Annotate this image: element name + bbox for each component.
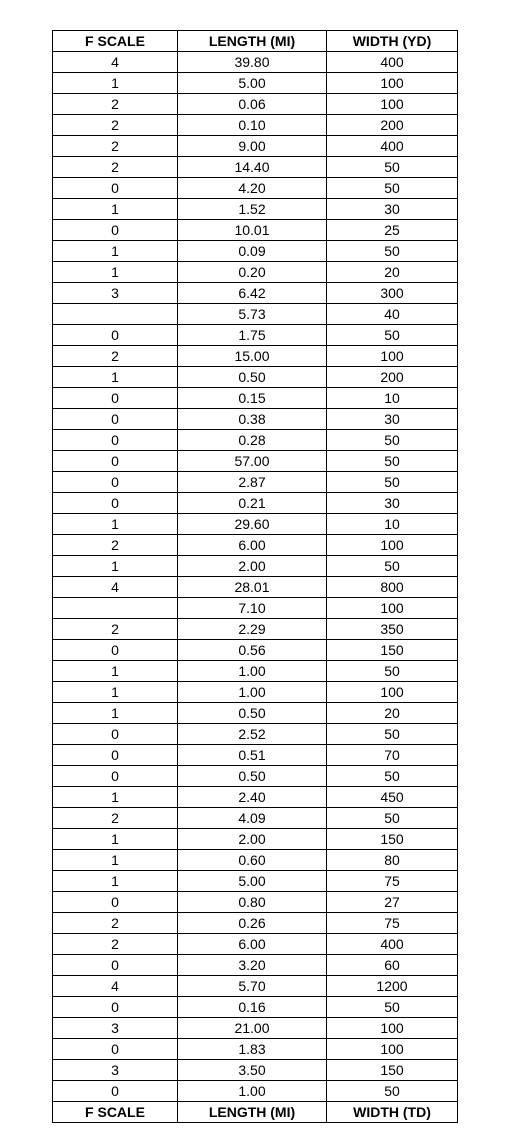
header-width: WIDTH (YD) (327, 31, 458, 52)
cell-f-scale: 3 (53, 1018, 178, 1039)
cell-f-scale: 0 (53, 178, 178, 199)
cell-f-scale: 0 (53, 745, 178, 766)
cell-f-scale: 1 (53, 73, 178, 94)
cell-width: 50 (327, 325, 458, 346)
cell-length: 1.83 (178, 1039, 327, 1060)
cell-f-scale: 2 (53, 157, 178, 178)
cell-width: 400 (327, 52, 458, 73)
cell-width: 70 (327, 745, 458, 766)
cell-length: 2.00 (178, 829, 327, 850)
table-row (53, 871, 458, 892)
cell-length: 0.51 (178, 745, 327, 766)
cell-length: 6.00 (178, 535, 327, 556)
cell-length: 1.00 (178, 661, 327, 682)
table-row (53, 808, 458, 829)
table-row (53, 514, 458, 535)
cell-f-scale: 0 (53, 1039, 178, 1060)
table-row (53, 976, 458, 997)
table-row (53, 304, 458, 325)
table-row (53, 325, 458, 346)
cell-width: 50 (327, 766, 458, 787)
table-row (53, 73, 458, 94)
cell-width: 100 (327, 346, 458, 367)
cell-length: 0.26 (178, 913, 327, 934)
cell-length: 4.09 (178, 808, 327, 829)
tornado-data-table (52, 30, 458, 1123)
cell-f-scale: 0 (53, 955, 178, 976)
cell-width: 75 (327, 913, 458, 934)
cell-length: 0.10 (178, 115, 327, 136)
cell-width: 50 (327, 1081, 458, 1102)
cell-length: 10.01 (178, 220, 327, 241)
cell-width: 27 (327, 892, 458, 913)
cell-f-scale: 4 (53, 577, 178, 598)
cell-f-scale: 1 (53, 367, 178, 388)
table-row (53, 262, 458, 283)
cell-length: 28.01 (178, 577, 327, 598)
cell-f-scale: 1 (53, 262, 178, 283)
cell-length: 6.42 (178, 283, 327, 304)
cell-length: 0.09 (178, 241, 327, 262)
cell-width: 100 (327, 94, 458, 115)
table-row (53, 556, 458, 577)
cell-f-scale: 0 (53, 220, 178, 241)
table-row (53, 115, 458, 136)
table-row (53, 766, 458, 787)
cell-width: 200 (327, 367, 458, 388)
table-row (53, 934, 458, 955)
table-row (53, 178, 458, 199)
cell-length: 9.00 (178, 136, 327, 157)
cell-length: 2.29 (178, 619, 327, 640)
table-row (53, 892, 458, 913)
cell-length: 57.00 (178, 451, 327, 472)
cell-f-scale: 1 (53, 682, 178, 703)
table-row (53, 199, 458, 220)
cell-f-scale: 2 (53, 808, 178, 829)
cell-f-scale: 0 (53, 430, 178, 451)
header-row (53, 31, 458, 52)
table-row (53, 283, 458, 304)
cell-length: 0.21 (178, 493, 327, 514)
cell-f-scale (53, 304, 178, 325)
cell-length: 0.38 (178, 409, 327, 430)
cell-length: 1.75 (178, 325, 327, 346)
cell-length: 21.00 (178, 1018, 327, 1039)
table-row (53, 472, 458, 493)
cell-width: 100 (327, 1039, 458, 1060)
cell-length: 2.52 (178, 724, 327, 745)
cell-f-scale: 0 (53, 640, 178, 661)
cell-f-scale: 0 (53, 493, 178, 514)
cell-length: 5.00 (178, 871, 327, 892)
cell-f-scale: 2 (53, 934, 178, 955)
cell-f-scale: 0 (53, 451, 178, 472)
table-body (53, 52, 458, 1102)
table-row (53, 619, 458, 640)
cell-length: 5.73 (178, 304, 327, 325)
cell-f-scale: 0 (53, 388, 178, 409)
cell-length: 0.15 (178, 388, 327, 409)
cell-f-scale: 4 (53, 976, 178, 997)
cell-f-scale: 1 (53, 703, 178, 724)
cell-f-scale: 2 (53, 535, 178, 556)
table-row (53, 388, 458, 409)
cell-width: 50 (327, 157, 458, 178)
cell-width: 100 (327, 598, 458, 619)
table-row (53, 346, 458, 367)
cell-length: 0.50 (178, 703, 327, 724)
cell-width: 150 (327, 640, 458, 661)
cell-width: 50 (327, 178, 458, 199)
cell-f-scale: 2 (53, 913, 178, 934)
cell-f-scale: 2 (53, 136, 178, 157)
cell-f-scale: 4 (53, 52, 178, 73)
cell-width: 20 (327, 262, 458, 283)
cell-length: 15.00 (178, 346, 327, 367)
table-row (53, 1018, 458, 1039)
cell-length: 0.50 (178, 367, 327, 388)
cell-length: 0.28 (178, 430, 327, 451)
cell-width: 50 (327, 241, 458, 262)
cell-width: 50 (327, 661, 458, 682)
table-row (53, 850, 458, 871)
cell-width: 50 (327, 556, 458, 577)
cell-f-scale: 0 (53, 1081, 178, 1102)
cell-width: 50 (327, 808, 458, 829)
cell-width: 10 (327, 514, 458, 535)
cell-f-scale: 0 (53, 325, 178, 346)
table-row (53, 430, 458, 451)
cell-width: 60 (327, 955, 458, 976)
cell-f-scale: 2 (53, 94, 178, 115)
cell-width: 75 (327, 871, 458, 892)
cell-width: 50 (327, 724, 458, 745)
table-row (53, 157, 458, 178)
cell-length: 0.06 (178, 94, 327, 115)
cell-width: 400 (327, 136, 458, 157)
cell-width: 100 (327, 535, 458, 556)
footer-width: WIDTH (TD) (327, 1102, 458, 1123)
cell-f-scale: 0 (53, 409, 178, 430)
cell-width: 25 (327, 220, 458, 241)
table-row (53, 136, 458, 157)
cell-width: 100 (327, 1018, 458, 1039)
table-row (53, 703, 458, 724)
cell-length: 5.00 (178, 73, 327, 94)
cell-width: 30 (327, 199, 458, 220)
cell-width: 300 (327, 283, 458, 304)
cell-f-scale: 1 (53, 661, 178, 682)
cell-f-scale: 0 (53, 472, 178, 493)
cell-width: 50 (327, 997, 458, 1018)
table-row (53, 829, 458, 850)
cell-length: 0.50 (178, 766, 327, 787)
cell-width: 50 (327, 430, 458, 451)
cell-width: 30 (327, 409, 458, 430)
cell-length: 7.10 (178, 598, 327, 619)
table-row (53, 640, 458, 661)
table-row (53, 745, 458, 766)
cell-length: 0.80 (178, 892, 327, 913)
cell-f-scale: 1 (53, 556, 178, 577)
cell-f-scale: 1 (53, 199, 178, 220)
cell-width: 100 (327, 682, 458, 703)
cell-length: 14.40 (178, 157, 327, 178)
footer-row (53, 1102, 458, 1123)
cell-length: 1.00 (178, 1081, 327, 1102)
table-row (53, 724, 458, 745)
cell-f-scale: 2 (53, 619, 178, 640)
table-header (53, 31, 458, 52)
cell-length: 0.20 (178, 262, 327, 283)
table-row (53, 241, 458, 262)
table-row (53, 1060, 458, 1081)
cell-width: 80 (327, 850, 458, 871)
table-row (53, 451, 458, 472)
cell-f-scale: 1 (53, 850, 178, 871)
cell-length: 39.80 (178, 52, 327, 73)
cell-f-scale: 0 (53, 724, 178, 745)
cell-length: 2.40 (178, 787, 327, 808)
cell-width: 10 (327, 388, 458, 409)
cell-width: 50 (327, 451, 458, 472)
cell-f-scale (53, 598, 178, 619)
cell-f-scale: 0 (53, 997, 178, 1018)
footer-length: LENGTH (MI) (178, 1102, 327, 1123)
table-row (53, 94, 458, 115)
cell-length: 2.00 (178, 556, 327, 577)
cell-width: 400 (327, 934, 458, 955)
table-footer (53, 1102, 458, 1123)
cell-f-scale: 0 (53, 892, 178, 913)
cell-length: 0.16 (178, 997, 327, 1018)
cell-width: 150 (327, 1060, 458, 1081)
table-row (53, 598, 458, 619)
cell-f-scale: 1 (53, 514, 178, 535)
table-row (53, 661, 458, 682)
cell-f-scale: 1 (53, 829, 178, 850)
cell-f-scale: 2 (53, 115, 178, 136)
table-row (53, 682, 458, 703)
cell-length: 2.87 (178, 472, 327, 493)
cell-length: 1.00 (178, 682, 327, 703)
table-row (53, 913, 458, 934)
table-row (53, 1039, 458, 1060)
cell-length: 0.60 (178, 850, 327, 871)
cell-width: 40 (327, 304, 458, 325)
table-row (53, 220, 458, 241)
table-row (53, 997, 458, 1018)
table-row (53, 535, 458, 556)
cell-length: 0.56 (178, 640, 327, 661)
table-row (53, 955, 458, 976)
cell-f-scale: 1 (53, 871, 178, 892)
table-row (53, 367, 458, 388)
cell-width: 30 (327, 493, 458, 514)
cell-f-scale: 0 (53, 766, 178, 787)
cell-width: 450 (327, 787, 458, 808)
cell-f-scale: 3 (53, 1060, 178, 1081)
table-row (53, 409, 458, 430)
table-row (53, 577, 458, 598)
cell-length: 6.00 (178, 934, 327, 955)
header-length: LENGTH (MI) (178, 31, 327, 52)
cell-width: 1200 (327, 976, 458, 997)
cell-f-scale: 3 (53, 283, 178, 304)
cell-f-scale: 1 (53, 241, 178, 262)
cell-width: 150 (327, 829, 458, 850)
cell-length: 3.50 (178, 1060, 327, 1081)
table-row (53, 52, 458, 73)
cell-length: 3.20 (178, 955, 327, 976)
header-f-scale: F SCALE (53, 31, 178, 52)
cell-f-scale: 2 (53, 346, 178, 367)
cell-width: 100 (327, 73, 458, 94)
cell-length: 29.60 (178, 514, 327, 535)
footer-f-scale: F SCALE (53, 1102, 178, 1123)
cell-width: 200 (327, 115, 458, 136)
cell-length: 1.52 (178, 199, 327, 220)
cell-f-scale: 1 (53, 787, 178, 808)
cell-width: 800 (327, 577, 458, 598)
cell-length: 4.20 (178, 178, 327, 199)
table-row (53, 1081, 458, 1102)
cell-length: 5.70 (178, 976, 327, 997)
cell-width: 350 (327, 619, 458, 640)
table-row (53, 493, 458, 514)
table-row (53, 787, 458, 808)
cell-width: 50 (327, 472, 458, 493)
cell-width: 20 (327, 703, 458, 724)
